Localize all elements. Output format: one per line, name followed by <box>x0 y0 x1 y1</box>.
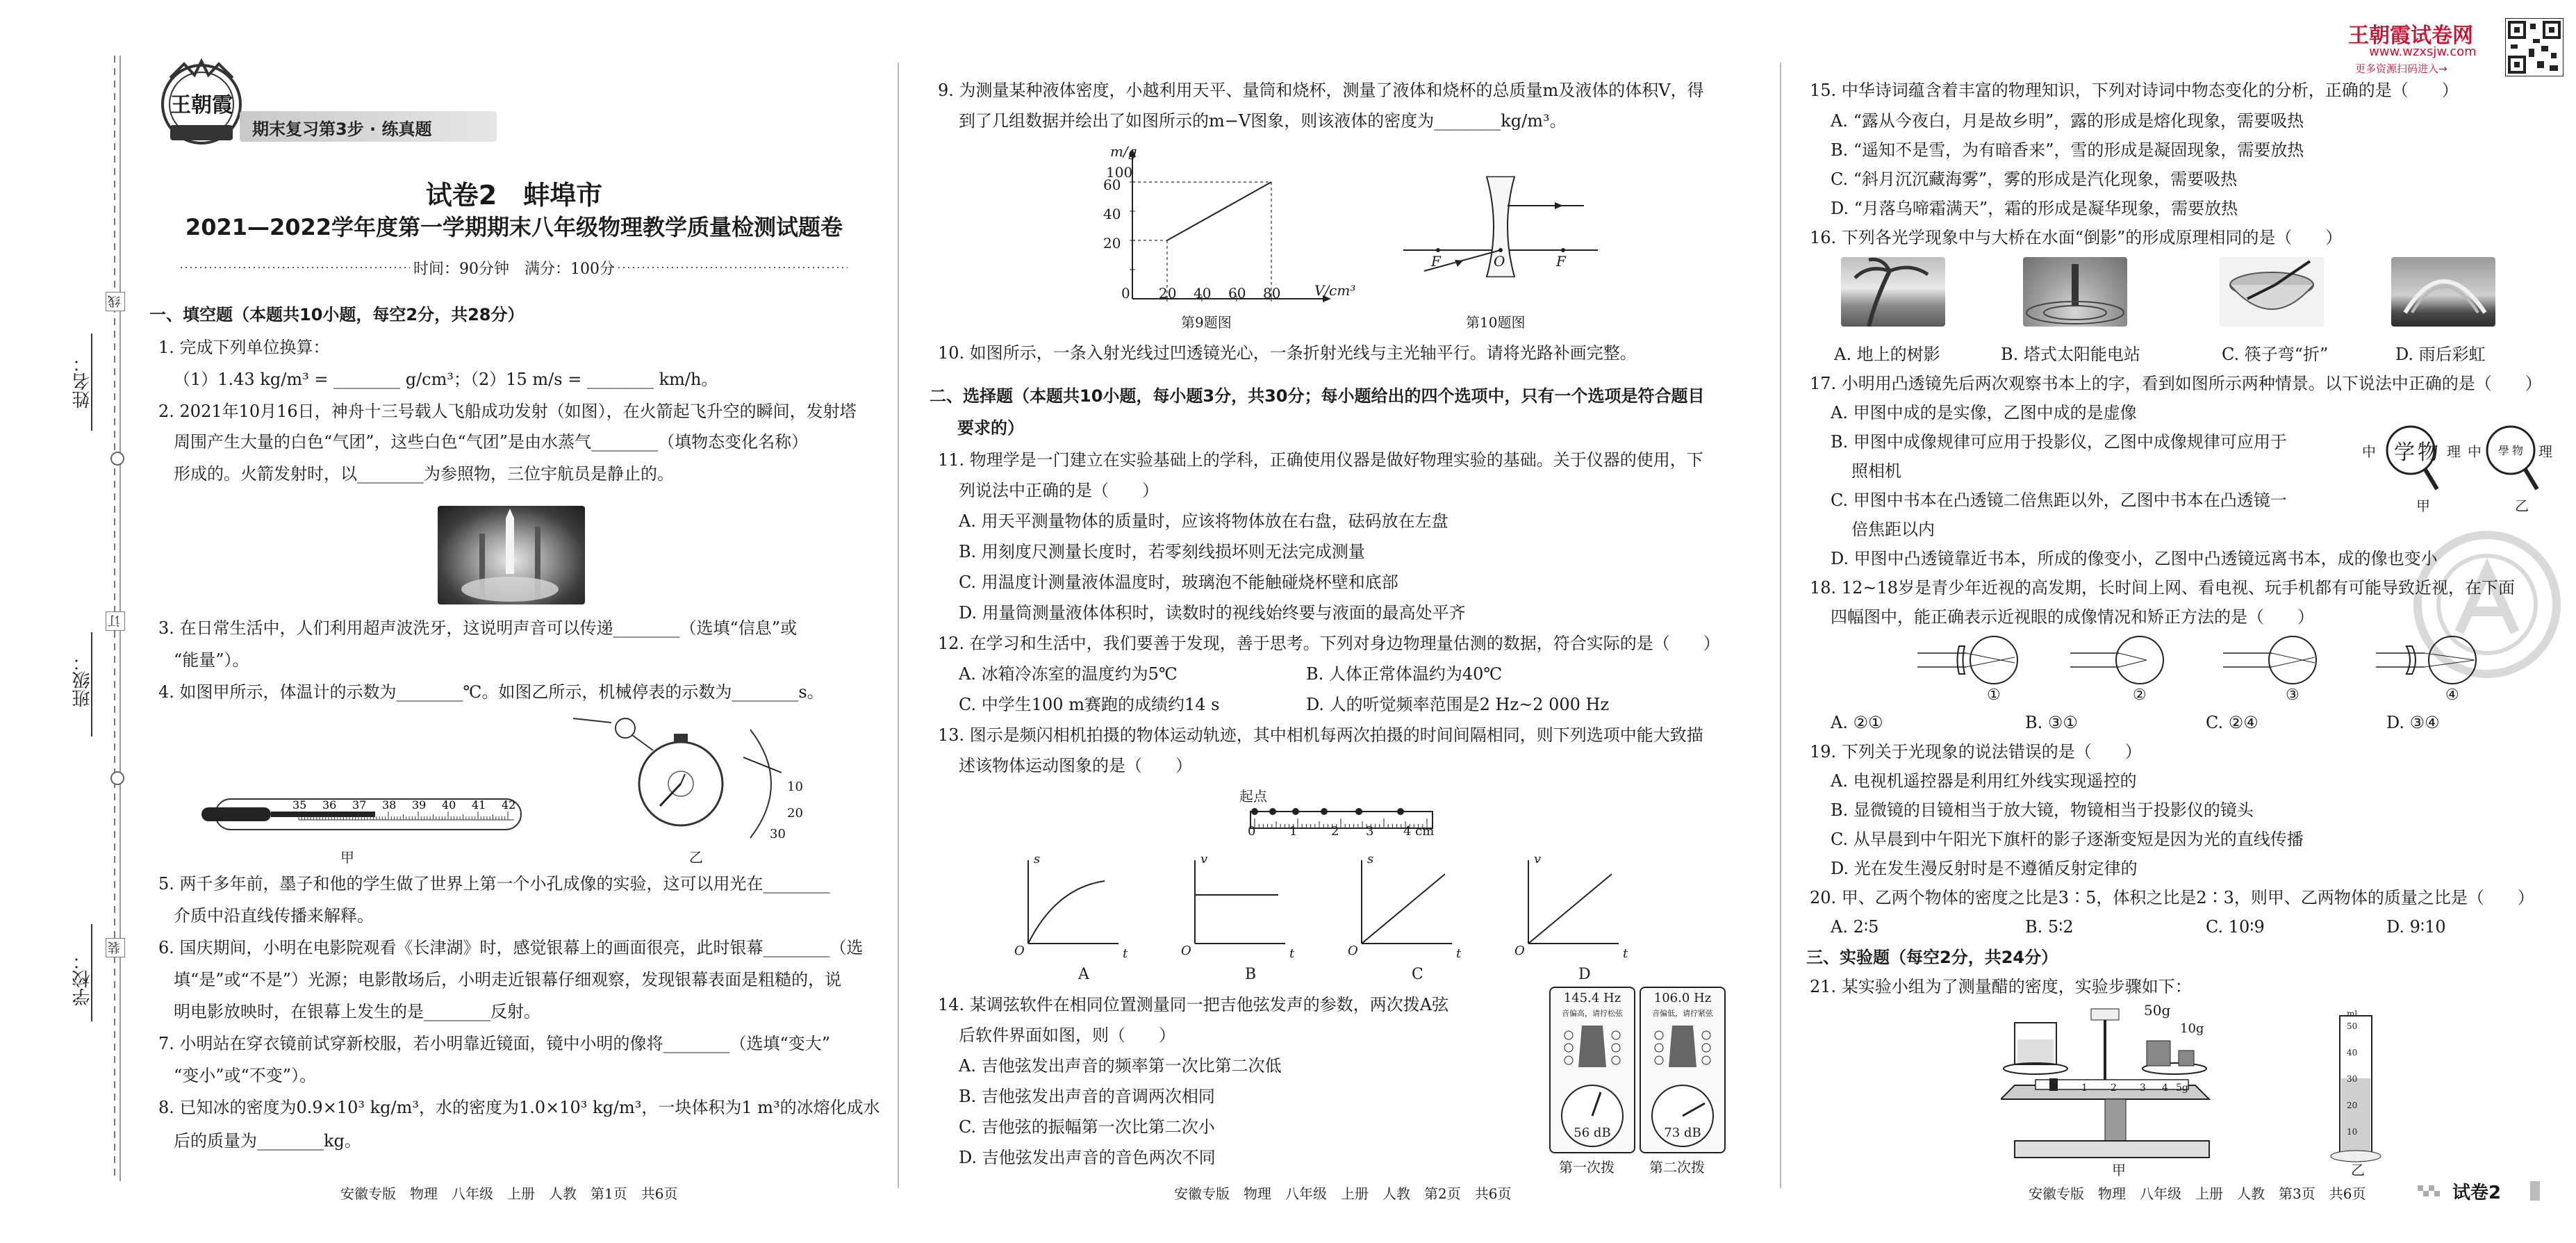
qr-code-icon[interactable] <box>2505 18 2563 76</box>
rainbow-icon <box>2391 257 2495 327</box>
q21-scale-4: 4 <box>2162 1083 2168 1094</box>
q13-motion-dot <box>1355 808 1362 815</box>
q17-jia-char-4: 理 <box>2447 443 2461 460</box>
q11-line1: 11. 物理学是一门建立在实验基础上的学科，正确使用仪器是做好物理实验的基础。关于仪器的使用，下 <box>938 450 1703 470</box>
q20-opt-d: D. 9∶10 <box>2386 917 2446 937</box>
q12-opt-a: A. 冰箱冷冻室的温度约为5℃ <box>959 664 1178 684</box>
brand-name: 王朝霞试卷网 <box>2348 24 2473 48</box>
q13-graph-a <box>1028 860 1118 944</box>
fig9-ytick-100b: 100 <box>1106 164 1133 181</box>
fig9-xlabel: V/cm³ <box>1314 282 1356 299</box>
footer-page2: 安徽专版 物理 八年级 上册 人教 第2页 共6页 <box>1174 1185 1512 1202</box>
q21-scale-1: 1 <box>2081 1083 2088 1094</box>
step-banner <box>240 111 497 142</box>
q13-ruler-0: 0 <box>1248 824 1256 839</box>
bowl-chopstick-icon <box>2220 257 2324 327</box>
q13-line2: 述该物体运动图象的是（ ） <box>959 756 1192 775</box>
footer-page1: 安徽专版 物理 八年级 上册 人教 第1页 共6页 <box>340 1185 678 1202</box>
fig10-focus-right: F <box>1556 253 1566 270</box>
q14-db-1: 56 dB <box>1574 1126 1611 1140</box>
paper-tag: 试卷2 <box>2452 1183 2502 1203</box>
q14-note-2: 音偏低，请拧紧弦 <box>1652 1009 1713 1018</box>
q13-axis-d-t: t <box>1623 946 1628 961</box>
q13-origin-b: O <box>1181 944 1191 958</box>
q4-caption-jia: 甲 <box>340 849 354 866</box>
q13-origin-c: O <box>1348 944 1358 958</box>
q21-balance-figure <box>2001 1002 2431 1169</box>
q17-line1: 17. 小明用凸透镜先后两次观察书本上的字，看到如图所示两种情景。以下说法中正确的是（ ） <box>1810 374 2542 393</box>
q14-note-1: 音偏高，请拧松弦 <box>1562 1009 1623 1018</box>
q13-ruler-1: 1 <box>1289 824 1298 839</box>
q13-axis-d-v: v <box>1534 852 1542 866</box>
q21-cyl-50: 50 <box>2347 1021 2358 1031</box>
q21-line1: 21. 某实验小组为了测量醋的密度，实验步骤如下： <box>1810 977 2192 996</box>
q21-cyl-40: 40 <box>2347 1048 2358 1057</box>
q17-caption-jia: 甲 <box>2416 497 2430 514</box>
q13-graph-d <box>1528 860 1619 944</box>
q14-opt-d: D. 吉他弦发出声音的音色两次不同 <box>959 1148 1216 1167</box>
q11-opt-c: C. 用温度计测量液体温度时，玻璃泡不能触碰烧杯壁和底部 <box>959 573 1398 592</box>
fig9-xtick-20: 20 <box>1159 285 1177 302</box>
binding-strip <box>0 0 125 1243</box>
thermometer-tick-label: 39 <box>412 798 427 812</box>
q1-line2: （1）1.43 kg/m³ = ________ g/cm³；（2）15 m/s = ________ km/h。 <box>174 370 718 389</box>
logo-text: 王朝霞 <box>170 93 233 117</box>
step-banner-text: 期末复习第3步 · 练真题 <box>252 120 432 139</box>
q10-text: 10. 如图所示，一条入射光线过凹透镜光心，一条折射光线与主光轴平行。请将光路补画完整。 <box>938 343 1637 363</box>
q17-opt-c2: 倍焦距以内 <box>1851 520 1935 539</box>
q17-opt-d: D. 甲图中凸透镜靠近书本，所成的像变小，乙图中凸透镜远离书本，成的像也变小 <box>1831 549 2438 568</box>
q21-cyl-30: 30 <box>2347 1074 2358 1084</box>
solar-tower-icon <box>2023 257 2127 327</box>
q17-caption-yi: 乙 <box>2515 497 2529 514</box>
q13-axis-c-t: t <box>1456 946 1462 961</box>
q14-tuner-panel-2 <box>1640 987 1726 1153</box>
fold-mark-order: 订 <box>106 611 125 631</box>
q18-opt-a: A. ②① <box>1831 713 1883 732</box>
q13-label-d: D <box>1578 966 1591 983</box>
q13-ruler-3: 3 <box>1366 824 1374 839</box>
q12-opt-b: B. 人体正常体温约为40℃ <box>1306 664 1503 684</box>
q16-line1: 16. 下列各光学现象中与大桥在水面“倒影”的形成原理相同的是（ ） <box>1810 228 2343 247</box>
q17-opt-c1: C. 甲图中书本在凸透镜二倍焦距以外，乙图中书本在凸透镜一 <box>1831 491 2287 510</box>
fig9-xtick-80: 80 <box>1263 285 1281 302</box>
q13-graph-c <box>1362 860 1452 944</box>
q19-opt-c: C. 从早晨到中午阳光下旗杆的影子逐渐变短是因为光的直线传播 <box>1831 830 2304 849</box>
thermometer-tick-label: 35 <box>292 798 307 812</box>
q2-line3: 形成的。火箭发射时，以________为参照物，三位宇航员是静止的。 <box>174 464 674 484</box>
q18-opt-b: B. ③① <box>2025 713 2078 732</box>
fig10-caption: 第10题图 <box>1466 314 1526 331</box>
logo <box>156 57 247 147</box>
rocket-launch-photo <box>438 506 585 604</box>
section-fill-blank: 一、填空题（本题共10小题，每空2分，共28分） <box>149 305 525 324</box>
palm-tree-icon <box>1841 257 1945 327</box>
stopwatch-tick-30: 30 <box>770 827 786 841</box>
q13-axis-b-t: t <box>1289 946 1295 961</box>
thermometer-tick-label: 40 <box>442 798 456 812</box>
q17-magnifier-figure <box>2362 422 2557 506</box>
paper-tag-marker <box>2530 1181 2540 1201</box>
q15-line1: 15. 中华诗词蕴含着丰富的物理知识，下列对诗词中物态变化的分析，正确的是（ ） <box>1810 81 2459 100</box>
q21-scale-5g: 5g <box>2176 1083 2188 1094</box>
q17-opt-b2: 照相机 <box>1851 461 1901 481</box>
q11-line2: 列说法中正确的是（ ） <box>959 481 1159 500</box>
fold-mark-bind: 装 <box>106 938 125 957</box>
q13-ruler-2: 2 <box>1331 824 1339 839</box>
q14-freq-1: 145.4 Hz <box>1563 991 1621 1005</box>
q16-photo-rainbow <box>2391 257 2495 327</box>
thermometer-tick-label: 36 <box>322 798 337 812</box>
fig10-focus-left: F <box>1431 253 1441 270</box>
q13-axis-b-v: v <box>1200 852 1208 866</box>
brand-url: www.wzxsjw.com <box>2369 44 2477 59</box>
q7-line2: “变小”或“不变”）。 <box>174 1066 317 1085</box>
q14-line2: 后软件界面如图，则（ ） <box>959 1026 1175 1045</box>
q14-caption-1: 第一次拨 <box>1559 1159 1615 1176</box>
q4-caption-yi: 乙 <box>689 849 703 866</box>
q16-opt-b: B. 塔式太阳能电站 <box>2001 345 2140 364</box>
fig9-ytick-20: 20 <box>1103 235 1121 252</box>
fig9-ytick-40: 40 <box>1103 206 1121 222</box>
q19-opt-a: A. 电视机遥控器是利用红外线实现遥控的 <box>1831 771 2137 791</box>
q18-num-2: ② <box>2133 686 2147 704</box>
q14-opt-a: A. 吉他弦发出声音的频率第一次比第二次低 <box>959 1056 1282 1076</box>
q21-caption-jia: 甲 <box>2112 1162 2126 1178</box>
eye-diagram-4 <box>2376 636 2476 684</box>
q20-opt-c: C. 10∶9 <box>2206 917 2265 937</box>
q18-opt-c: C. ②④ <box>2206 713 2259 732</box>
q1-line1: 1. 完成下列单位换算： <box>158 338 330 357</box>
q17-yi-char-2: 學 <box>2498 444 2510 457</box>
q20-line1: 20. 甲、乙两个物体的密度之比是3∶5，体积之比是2∶3，则甲、乙两物体的质量之比是（ ） <box>1810 888 2534 907</box>
q20-opt-a: A. 2∶5 <box>1831 917 1879 937</box>
q13-origin-a: O <box>1014 944 1025 958</box>
q19-opt-d: D. 光在发生漫反射时是不遵循反射定律的 <box>1831 859 2138 878</box>
eye-diagram-3 <box>2223 636 2316 684</box>
q18-num-4: ④ <box>2445 686 2459 704</box>
q20-opt-b: B. 5∶2 <box>2025 917 2074 937</box>
q12-line1: 12. 在学习和生活中，我们要善于发现，善于思考。下列对身边物理量估测的数据，符合实际的是（ ） <box>938 634 1720 653</box>
q13-graph-b <box>1195 860 1285 944</box>
q13-motion-dot <box>1269 808 1276 815</box>
fig9-caption: 第9题图 <box>1181 314 1232 331</box>
q18-opt-d: D. ③④ <box>2386 713 2440 732</box>
class-label: 班级： <box>72 653 93 707</box>
q2-line2: 周围产生大量的白色“气团”，这些白色“气团”是由水蒸气________（填物态变化名称） <box>174 432 809 452</box>
name-label: 姓名： <box>72 354 93 409</box>
q8-line1: 8. 已知冰的密度为0.9×10³ kg/m³，水的密度为1.0×10³ kg/m³，一块体积为1 m³的冰熔化成水 <box>158 1098 880 1117</box>
q14-db-2: 73 dB <box>1664 1126 1701 1140</box>
q2-line1: 2. 2021年10月16日，神舟十三号载人飞船成功发射（如图），在火箭起飞升空的瞬间，发射塔 <box>158 402 857 421</box>
stopwatch-tick-20: 20 <box>787 806 803 821</box>
q3-line1: 3. 在日常生活中，人们利用超声波洗牙，这说明声音可以传递________（选填“信息”或 <box>158 618 798 638</box>
q13-label-c: C <box>1412 966 1423 983</box>
q21-scale-3: 3 <box>2140 1083 2146 1094</box>
q16-photo-chopsticks <box>2220 257 2324 327</box>
q4-line1: 4. 如图甲所示，体温计的示数为________℃。如图乙所示，机械停表的示数为________s。 <box>158 682 824 702</box>
q14-opt-b: B. 吉他弦发出声音的音调两次相同 <box>959 1087 1215 1106</box>
q13-motion-dot <box>1321 808 1328 815</box>
q9-line2: 到了几组数据并绘出了如图所示的m−V图象，则该液体的密度为________kg/m³。 <box>959 111 1567 131</box>
q15-opt-c: C. “斜月沉沉藏海雾”，雾的形成是汽化现象，需要吸热 <box>1831 170 2238 189</box>
q14-opt-c: C. 吉他弦的振幅第一次比第二次小 <box>959 1117 1215 1137</box>
q17-jia-char-3: 物 <box>2418 441 2438 465</box>
q18-num-3: ③ <box>2286 686 2300 704</box>
stopwatch-tick-10: 10 <box>787 780 803 794</box>
eye-diagram-1 <box>1917 636 2017 684</box>
paper-title: 试卷2 蚌埠市 <box>425 180 603 211</box>
q17-opt-a: A. 甲图中成的是实像，乙图中成的是虚像 <box>1831 403 2137 422</box>
q13-axis-c-s: s <box>1367 852 1374 866</box>
q13-label-b: B <box>1245 966 1257 983</box>
q21-cyl-10: 10 <box>2347 1127 2358 1137</box>
q19-opt-b: B. 显微镜的目镜相当于放大镜，物镜相当于投影仪的镜头 <box>1831 800 2254 820</box>
graduated-cylinder-icon <box>2331 1016 2381 1162</box>
fig9-xtick-0: 0 <box>1121 285 1130 302</box>
thermometer-tick-label: 37 <box>352 798 367 812</box>
q21-scale-2: 2 <box>2111 1083 2117 1094</box>
time-info: 时间：90分钟 满分：100分 <box>413 261 615 278</box>
thermometer-tick-label: 42 <box>502 798 516 812</box>
rocket-icon <box>438 506 585 604</box>
q6-line1: 6. 国庆期间，小明在电影院观看《长津湖》时，感觉银幕上的画面很亮，此时银幕________（选 <box>158 938 864 957</box>
q17-yi-char-1: 中 <box>2468 443 2482 460</box>
q17-yi-char-3: 物 <box>2512 444 2524 457</box>
q16-photo-solar-tower <box>2023 257 2127 327</box>
school-label: 学校： <box>72 952 93 1006</box>
q3-line2: “能量”）。 <box>174 650 249 670</box>
q14-freq-2: 106.0 Hz <box>1653 991 1712 1005</box>
q11-opt-d: D. 用量筒测量液体体积时，读数时的视线始终要与液面的最高处平齐 <box>959 603 1466 623</box>
q7-line1: 7. 小明站在穿衣镜前试穿新校服，若小明靠近镜面，镜中小明的像将________（选填“变大” <box>158 1034 831 1053</box>
fig9-ylabel: m/g <box>1110 143 1137 160</box>
q5-line1: 5. 两千多年前，墨子和他的学生做了世界上第一个小孔成像的实验，这可以用光在________ <box>158 874 830 894</box>
q18-num-1: ① <box>1987 686 2001 704</box>
fig10-center: O <box>1494 253 1505 270</box>
q21-cyl-ml: ml <box>2347 1009 2358 1019</box>
q8-line2: 后的质量为________kg。 <box>174 1131 361 1151</box>
stopwatch-icon <box>573 718 782 838</box>
q12-opt-c: C. 中学生100 m赛跑的成绩约14 s <box>959 695 1220 714</box>
q11-opt-a: A. 用天平测量物体的质量时，应该将物体放在右盘，砝码放在左盘 <box>959 511 1448 531</box>
fold-mark-line: 线 <box>106 292 125 311</box>
q13-axis-a-t: t <box>1123 946 1128 961</box>
q21-caption-yi: 乙 <box>2351 1162 2365 1178</box>
q11-opt-b: B. 用刻度尺测量长度时，若零刻线损坏则无法完成测量 <box>959 542 1365 561</box>
q14-line1: 14. 某调弦软件在相同位置测量同一把吉他弦发声的参数，两次拨A弦 <box>938 995 1449 1014</box>
q16-opt-c: C. 筷子弯“折” <box>2222 345 2329 364</box>
q14-tuner-panel-1 <box>1549 987 1635 1153</box>
q13-start-label: 起点 <box>1239 788 1267 805</box>
q13-axis-a-s: s <box>1034 852 1041 866</box>
q14-caption-2: 第二次拨 <box>1649 1159 1705 1176</box>
q21-weight-50g: 50g <box>2144 1002 2171 1019</box>
q13-label-a: A <box>1078 966 1089 983</box>
q21-scale-0: 0 <box>2052 1083 2058 1094</box>
q13-ruler-4: 4 cm <box>1403 824 1435 839</box>
q13-line1: 13. 图示是频闪相机拍摄的物体运动轨迹，其中相机每两次拍摄的时间间隔相同，则下列选项中能大致描 <box>938 725 1703 745</box>
q16-opt-d: D. 雨后彩虹 <box>2395 345 2486 364</box>
q9-line1: 9. 为测量某种液体密度，小越利用天平、量筒和烧杯，测量了液体和烧杯的总质量m及液体的体积V，得 <box>938 81 1704 100</box>
q13-motion-dot <box>1397 808 1404 815</box>
q17-yi-char-4: 理 <box>2538 443 2552 460</box>
q19-line1: 19. 下列关于光现象的说法错误的是（ ） <box>1810 742 2142 762</box>
thermometer-tick-label: 41 <box>472 798 486 812</box>
brand-tagline: 更多资源扫码进入→ <box>2355 63 2447 75</box>
q16-opt-a: A. 地上的树影 <box>1834 345 1940 364</box>
q13-option-graphs <box>1014 853 1626 957</box>
checker-icon <box>2418 1181 2452 1202</box>
q15-opt-b: B. “遥知不是雪，为有暗香来”，雪的形成是凝固现象，需要放热 <box>1831 140 2304 160</box>
q18-line2: 四幅图中，能正确表示近视眼的成像情况和矫正方法的是（ ） <box>1831 607 2314 627</box>
fig9-xtick-40: 40 <box>1194 285 1212 302</box>
section-choice: 二、选择题（本题共10小题，每小题3分，共30分；每小题给出的四个选项中，只有一个选项是符合题目 <box>930 386 1705 406</box>
q16-photo-tree-shadow <box>1841 257 1945 327</box>
fig9-xtick-60: 60 <box>1228 285 1246 302</box>
q17-jia-char-1: 中 <box>2362 443 2376 460</box>
footer-page3: 安徽专版 物理 八年级 上册 人教 第3页 共6页 <box>2029 1185 2366 1202</box>
q6-line2: 填“是”或“不是”）光源；电影散场后，小明走近银幕仔细观察，发现银幕表面是粗糙的，说 <box>174 970 842 989</box>
section-choice-2: 要求的） <box>957 418 1024 438</box>
paper-subtitle: 2021—2022学年度第一学期期末八年级物理教学质量检测试题卷 <box>185 214 843 240</box>
q4-figure <box>195 716 820 855</box>
q17-opt-b1: B. 甲图中成像规律可应用于投影仪，乙图中成像规律可应用于 <box>1831 432 2287 452</box>
q5-line2: 介质中沿直线传播来解释。 <box>174 906 374 925</box>
q15-opt-a: A. “露从今夜白，月是故乡明”，露的形成是熔化现象，需要吸热 <box>1831 111 2304 131</box>
q18-line1: 18. 12~18岁是青少年近视的高发期，长时间上网、看电视、玩手机都有可能导致近视，在下面 <box>1810 578 2515 598</box>
q13-motion-dot <box>1292 808 1299 815</box>
column-divider-1 <box>896 63 900 1188</box>
column-divider-2 <box>1778 63 1783 1188</box>
thermometer-tick-label: 38 <box>382 798 397 812</box>
q15-opt-d: D. “月落乌啼霜满天”，霜的形成是凝华现象，需要放热 <box>1831 199 2238 218</box>
q12-opt-d: D. 人的听觉频率范围是2 Hz~2 000 Hz <box>1306 695 1610 714</box>
fig9-ytick-60: 60 <box>1103 176 1121 193</box>
q13-motion-dot <box>1251 808 1258 815</box>
q21-weight-10g: 10g <box>2180 1021 2204 1036</box>
eye-diagram-2 <box>2070 636 2163 684</box>
q17-jia-char-2: 学 <box>2394 441 2415 465</box>
q21-cyl-20: 20 <box>2347 1101 2358 1110</box>
section-experiment: 三、实验题（每空2分，共24分） <box>1806 948 2058 967</box>
q13-origin-d: O <box>1514 944 1525 958</box>
q18-eye-diagrams <box>1917 632 2508 688</box>
q6-line3: 明电影放映时，在银幕上发生的是________反射。 <box>174 1002 540 1021</box>
